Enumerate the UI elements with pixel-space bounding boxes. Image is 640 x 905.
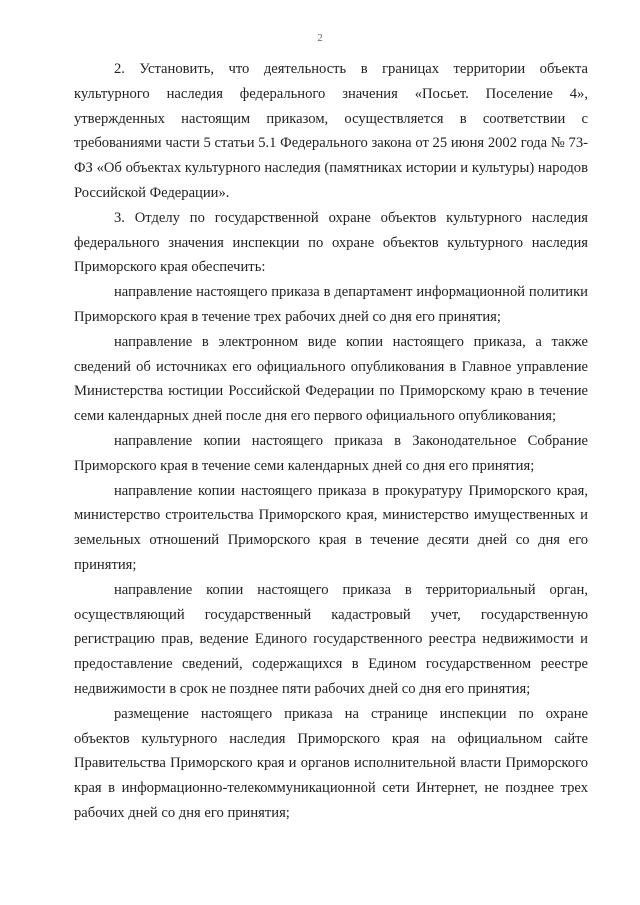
- paragraph-item-3: 3. Отделу по государственной охране объектов культурного наследия федерального значения инспекции по охране объектов культурного наследия Приморского края обеспечить:: [74, 209, 588, 276]
- document-body: [74, 57, 588, 826]
- paragraph-legislative-assembly: направление копии настоящего приказа в Законодательное Собрание Приморского края в течение семи календарных дней со дня его принятия;: [74, 432, 588, 474]
- paragraph-item-2: 2. Установить, что деятельность в границах территории объекта культурного наследия федерального значения «Посьет. Поселение 4», утвержденных настоящим приказом, осуществляется в соответствии с требованиями части 5 статьи 5.1 Федерального закона от 25 июня 2002 года № 73-ФЗ «Об объектах культурного наследия (памятниках истории и культуры) народов Российской Федерации».: [74, 61, 588, 201]
- page-number: 2: [317, 32, 323, 44]
- paragraph-info-policy: направление настоящего приказа в департамент информационной политики Приморского края в течение трех рабочих дней со дня его принятия;: [74, 284, 588, 325]
- paragraph-cadastral: направление копии настоящего приказа в территориальный орган, осуществляющий государственный кадастровый учет, государственную регистрацию прав, ведение Единого государственного реестра недвижимости и предоставление сведений, содержащихся в Едином государственном реестре недвижимости в срок не позднее пяти рабочих дней со дня его принятия;: [74, 581, 588, 697]
- paragraph-website: размещение настоящего приказа на странице инспекции по охране объектов культурного наследия Приморского края на официальном сайте Правительства Приморского края и органов исполнительной власти Приморского края в информационно-телекоммуникационной сети Интернет, не позднее трех рабочих дней со дня его принятия;: [74, 705, 588, 821]
- paragraph-prosecutor: направление копии настоящего приказа в прокуратуру Приморского края, министерство строительства Приморского края, министерство имущественных и земельных отношений Приморского края в течение десяти дней со дня его принятия;: [74, 482, 588, 573]
- paragraph-ministry-justice: направление в электронном виде копии настоящего приказа, а также сведений об источниках его официального опубликования в Главное управление Министерства юстиции Российской Федерации по Приморскому краю в течение семи календарных дней после дня его первого официального опубликования;: [74, 333, 588, 425]
